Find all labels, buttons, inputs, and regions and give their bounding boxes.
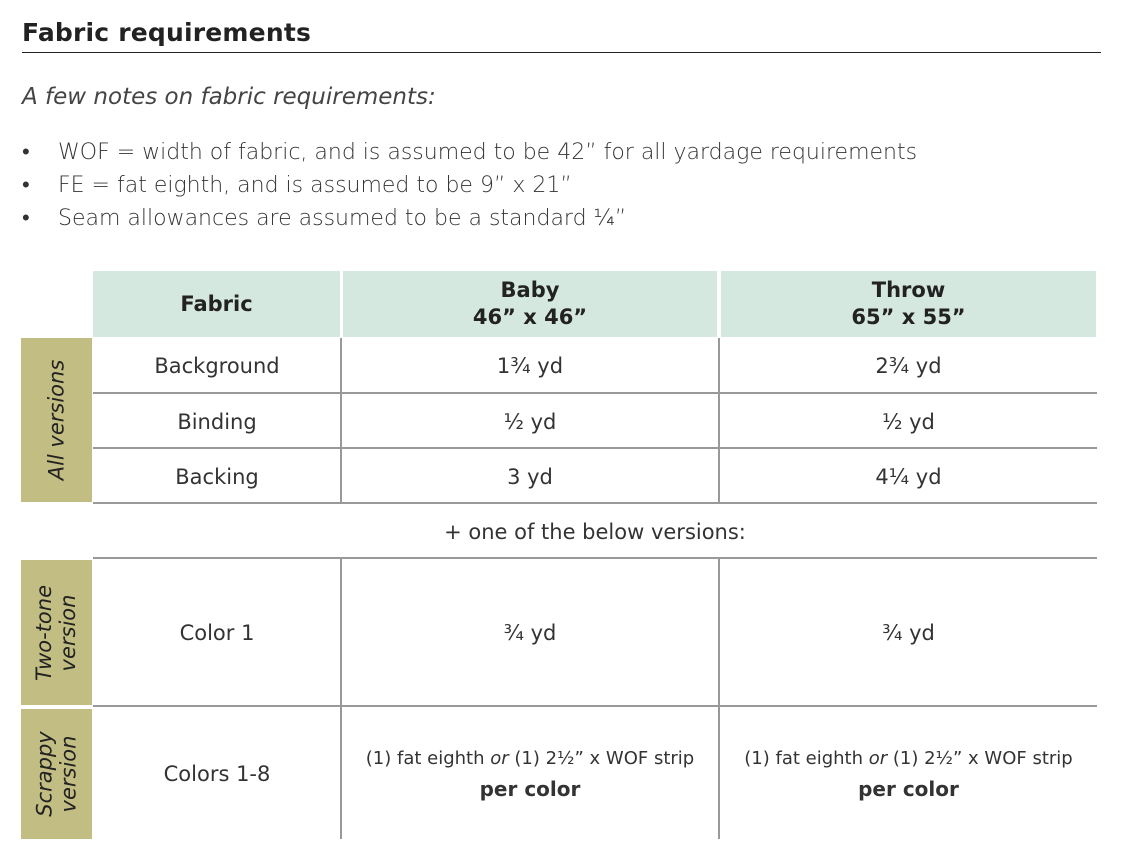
table-row-fabric: Background	[154, 354, 280, 378]
grid-line	[93, 557, 1097, 559]
table-row-fabric: Color 1	[179, 621, 255, 645]
table-row-throw: ¾ yd	[882, 621, 935, 645]
table-row-throw: ½ yd	[882, 409, 935, 434]
table-row-baby: (1) fat eighth or (1) 2½” x WOF strip per color	[365, 747, 695, 801]
grid-line	[718, 558, 720, 839]
page-title: Fabric requirements	[22, 18, 1101, 53]
note-item: • FE = fat eighth, and is assumed to be 9” x 21”	[22, 169, 917, 202]
table-row-throw: 4¼ yd	[875, 464, 942, 489]
table-row-baby: 3 yd	[507, 464, 553, 489]
table-row-fabric: Binding	[177, 409, 257, 434]
group-two-tone: Two-tone version	[21, 560, 92, 705]
group-scrappy: Scrappy version	[21, 709, 92, 839]
grid-line	[340, 558, 342, 839]
notes-list	[22, 136, 917, 235]
table-row-baby: ½ yd	[503, 409, 557, 434]
bullet-icon: •	[22, 206, 30, 231]
table-row-baby: ¾ yd	[503, 621, 557, 645]
table-row-fabric: Colors 1-8	[163, 761, 271, 786]
table-row-fabric: Backing	[175, 464, 259, 489]
grid-line	[340, 338, 342, 503]
grid-line	[93, 502, 1097, 504]
grid-line	[93, 705, 1097, 707]
header-fabric: Fabric	[93, 271, 340, 337]
grid-line	[718, 338, 720, 503]
note-item: • Seam allowances are assumed to be a standard ¼”	[22, 202, 917, 235]
header-baby: Baby 46” x 46”	[343, 271, 717, 337]
note-item: • WOF = width of fabric, and is assumed to be 42” for all yardage requirements	[22, 136, 917, 169]
bullet-icon: •	[22, 173, 30, 198]
table-row-baby: 1¾ yd	[496, 354, 564, 378]
bullet-icon: •	[22, 140, 30, 165]
table-row-throw: 2¾ yd	[875, 354, 942, 378]
notes-subtitle: A few notes on fabric requirements:	[22, 84, 436, 110]
grid-line	[93, 392, 1097, 394]
header-throw: Throw 65” x 55”	[721, 271, 1096, 337]
group-all-versions: All versions	[21, 338, 92, 502]
grid-line	[93, 447, 1097, 449]
versions-separator: + one of the below versions:	[444, 519, 746, 544]
table-row-throw: (1) fat eighth or (1) 2½” x WOF strip per color	[744, 747, 1073, 801]
